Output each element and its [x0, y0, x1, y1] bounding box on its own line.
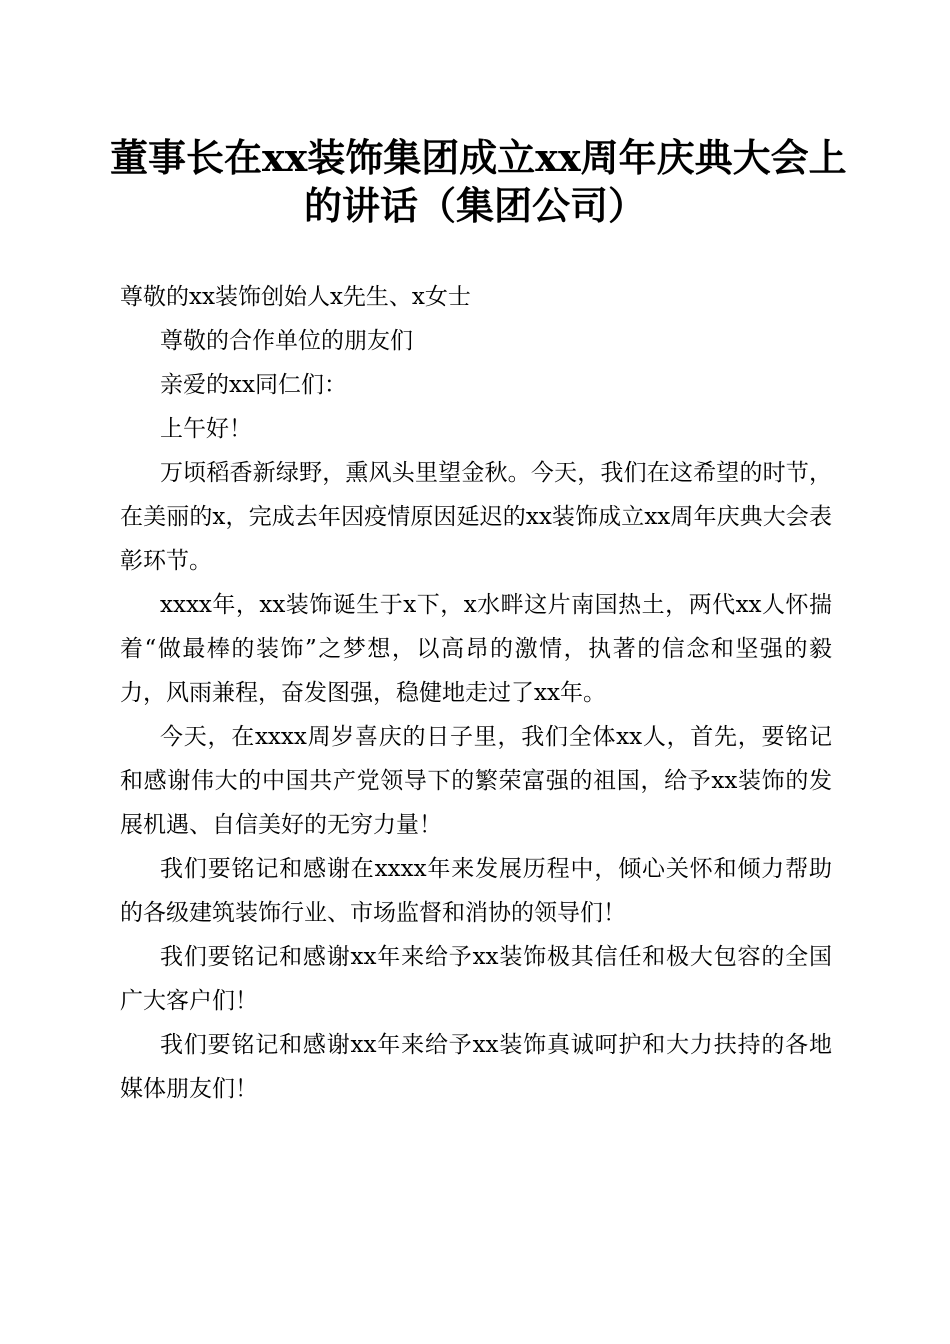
- paragraph: 我们要铭记和感谢xx年来给予xx装饰极其信任和极大包容的全国广大客户们！: [120, 944, 832, 1014]
- salutation-colleagues: 亲爱的xx同仁们：: [160, 372, 347, 398]
- paragraph: 万顷稻香新绿野，熏风头里望金秋。今天，我们在这希望的时节，在美丽的x，完成去年因疫情原因延迟的xx装饰成立xx周年庆典大会表彰环节。: [120, 460, 832, 574]
- paragraph: 今天，在xxxx周岁喜庆的日子里，我们全体xx人，首先，要铭记和感谢伟大的中国共产党领导下的繁荣富强的祖国，给予xx装饰的发展机遇、自信美好的无穷力量！: [120, 724, 832, 838]
- document-title-line-1: 董事长在xx装饰集团成立xx周年庆典大会上: [110, 135, 847, 180]
- document-title-line-2: 的讲话（集团公司）: [303, 183, 646, 228]
- paragraph: xxxx年，xx装饰诞生于x下，x水畔这片南国热土，两代xx人怀揣着“做最棒的装饰”之梦想，以高昂的激情，执著的信念和坚强的毅力，风雨兼程，奋发图强，稳健地走过了xx年。: [120, 592, 832, 706]
- salutation-founders: 尊敬的xx装饰创始人x先生、x女士: [120, 284, 471, 310]
- paragraph: 我们要铭记和感谢在xxxx年来发展历程中，倾心关怀和倾力帮助的各级建筑装饰行业、市场监督和消协的领导们！: [120, 856, 832, 926]
- greeting: 上午好！: [160, 416, 252, 442]
- document-body: [120, 275, 832, 1111]
- salutation-partners: 尊敬的合作单位的朋友们: [160, 328, 413, 354]
- paragraph: 我们要铭记和感谢xx年来给予xx装饰真诚呵护和大力扶持的各地媒体朋友们！: [120, 1032, 832, 1102]
